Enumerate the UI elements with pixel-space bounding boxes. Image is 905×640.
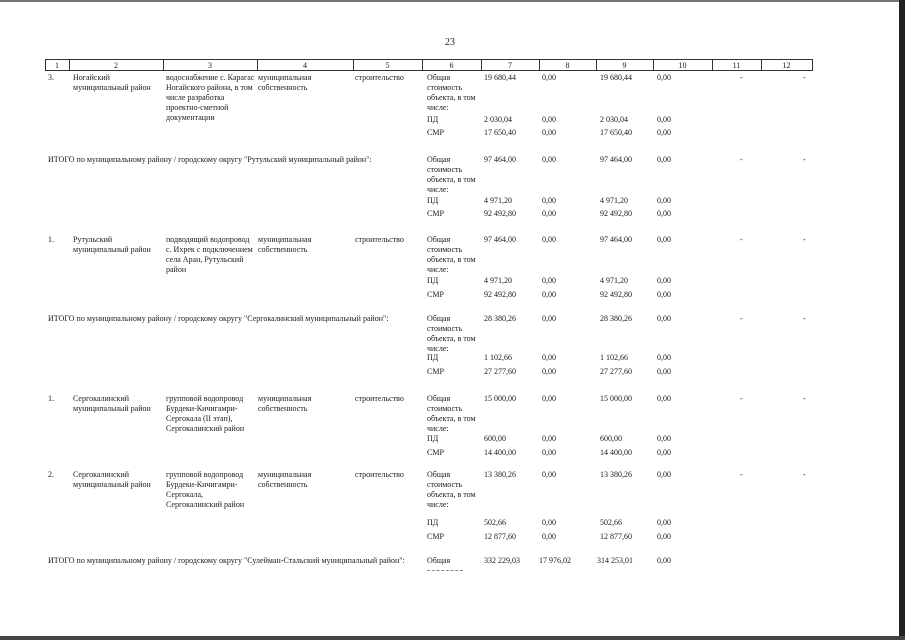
value: 14 400,00 (484, 448, 516, 457)
value: 12 877,60 (600, 532, 632, 541)
value: 0,00 (657, 448, 671, 457)
total-cost-label: Общая стоимость объекта, в том числе: (427, 470, 476, 509)
value: 0,00 (657, 235, 671, 244)
value: 2 030,04 (484, 115, 512, 124)
value: 97 464,00 (484, 155, 516, 164)
value: 28 380,26 (600, 314, 632, 323)
value: 0,00 (657, 196, 671, 205)
district-name: Сергокалинский муниципальный район (73, 394, 151, 413)
value: 0,00 (542, 155, 556, 164)
header-top-border (45, 59, 813, 60)
value: 0,00 (542, 434, 556, 443)
value: 12 877,60 (484, 532, 516, 541)
district-name: Рутульский муниципальный район (73, 235, 151, 254)
value: - (740, 470, 743, 479)
value: 0,00 (657, 518, 671, 527)
object-name: водоснабжение с. Карагас Ногайского района, в том числе разработка проектно-сметной документации (166, 73, 255, 122)
value: 600,00 (600, 434, 622, 443)
value: 0,00 (657, 394, 671, 403)
value: - (740, 73, 743, 82)
value: 0,00 (657, 532, 671, 541)
smr-label: СМР (427, 448, 444, 457)
smr-label: СМР (427, 209, 444, 218)
value: 92 492,80 (600, 209, 632, 218)
value: 0,00 (542, 290, 556, 299)
value: 0,00 (542, 532, 556, 541)
value: 502,66 (484, 518, 506, 527)
subtotal-label: ИТОГО по муниципальному району / городскому округу "Сулейман-Стальский муниципальный район": (48, 556, 405, 565)
value: 0,00 (657, 276, 671, 285)
value: 0,00 (657, 115, 671, 124)
header-cell: 7 (508, 61, 512, 70)
value: - (803, 314, 806, 323)
ownership: муниципальная собственность (258, 394, 312, 413)
value: 17 650,40 (600, 128, 632, 137)
work-type: строительство (355, 235, 404, 244)
value: 0,00 (542, 448, 556, 457)
value: 13 380,26 (484, 470, 516, 479)
value: 0,00 (542, 314, 556, 323)
value: 15 000,00 (600, 394, 632, 403)
pd-label: ПД (427, 196, 439, 205)
header-cell: 8 (565, 61, 570, 70)
value: 28 380,26 (484, 314, 516, 323)
value: 27 277,60 (484, 367, 516, 376)
value: - (740, 235, 743, 244)
value: 1 102,66 (600, 353, 628, 362)
header-cell: 1 (55, 61, 59, 70)
value: 13 380,26 (600, 470, 632, 479)
smr-label: СМР (427, 367, 444, 376)
ownership: муниципальная собственность (258, 235, 312, 254)
header-cell: 4 (303, 61, 307, 70)
value: 1 102,66 (484, 353, 512, 362)
value: - (803, 73, 806, 82)
header-cell: 2 (114, 61, 118, 70)
value: 0,00 (542, 209, 556, 218)
value: 0,00 (542, 518, 556, 527)
value: 0,00 (542, 196, 556, 205)
value: 0,00 (657, 556, 671, 565)
subtotal-label: ИТОГО по муниципальному району / городскому округу "Сергокалинский муниципальный район": (48, 314, 389, 323)
work-type: строительство (355, 394, 404, 403)
subtotal-label: ИТОГО по муниципальному району / городскому округу "Рутульский муниципальный район": (48, 155, 372, 164)
value: - (803, 394, 806, 403)
total-cost-label: Общая стоимость объекта, в том числе: (427, 394, 476, 433)
ownership: муниципальная собственность (258, 470, 312, 489)
value: 0,00 (542, 470, 556, 479)
cut-off-text (427, 570, 463, 573)
scan-edge-top (0, 0, 905, 2)
value: 14 400,00 (600, 448, 632, 457)
header-cell: 9 (622, 61, 627, 70)
value: 0,00 (657, 470, 671, 479)
value: 0,00 (542, 73, 556, 82)
scan-edge-right (899, 0, 905, 640)
page-number: 23 (445, 37, 455, 48)
total-cost-label: Общая стоимость объекта, в том числе: (427, 155, 476, 194)
value: 600,00 (484, 434, 506, 443)
pd-label: ПД (427, 518, 439, 527)
value: - (803, 470, 806, 479)
value: 92 492,80 (484, 290, 516, 299)
value: 0,00 (657, 73, 671, 82)
value: 15 000,00 (484, 394, 516, 403)
total-cost-label: Общая стоимость объекта, в том числе: (427, 314, 476, 353)
value: 27 277,60 (600, 367, 632, 376)
value: 4 971,20 (484, 196, 512, 205)
work-type: строительство (355, 470, 404, 479)
value: 0,00 (542, 128, 556, 137)
value: 0,00 (657, 367, 671, 376)
value: - (740, 314, 743, 323)
smr-label: СМР (427, 128, 444, 137)
pd-label: ПД (427, 434, 439, 443)
value: 17 650,40 (484, 128, 516, 137)
header-bottom-border (45, 70, 813, 71)
value: 17 976,02 (539, 556, 571, 565)
value: 97 464,00 (484, 235, 516, 244)
header-cell: 12 (782, 61, 791, 70)
value: 4 971,20 (484, 276, 512, 285)
value: 4 971,20 (600, 276, 628, 285)
value: 0,00 (542, 353, 556, 362)
value: 0,00 (542, 115, 556, 124)
value: 332 229,03 (484, 556, 520, 565)
object-name: групповой водопровод Бурдеки-Кичигамри-Сергокала (II этап), Сергокалинский район (166, 394, 245, 433)
value: 92 492,80 (484, 209, 516, 218)
pd-label: ПД (427, 353, 439, 362)
value: 0,00 (657, 353, 671, 362)
header-col-border (812, 59, 813, 71)
row-number: 2. (48, 470, 54, 479)
header-cell: 5 (385, 61, 390, 70)
total-cost-label: Общая стоимость объекта, в том числе: (427, 235, 476, 274)
value: 0,00 (657, 209, 671, 218)
object-name: подводящий водопровод с. Ихрек с подключением села Аран, Рутульский район (166, 235, 253, 274)
header-cell: 6 (449, 61, 454, 70)
value: 0,00 (542, 394, 556, 403)
value: 0,00 (657, 128, 671, 137)
row-number: 1. (48, 394, 54, 403)
value: - (803, 235, 806, 244)
row-number: 3. (48, 73, 54, 82)
object-name: групповой водопровод Бурдеки-Кичигамри-Сергокала, Сергокалинский район (166, 470, 245, 509)
value: 2 030,04 (600, 115, 628, 124)
value: 4 971,20 (600, 196, 628, 205)
value: 92 492,80 (600, 290, 632, 299)
value: 19 680,44 (484, 73, 516, 82)
value: 0,00 (542, 276, 556, 285)
value: 97 464,00 (600, 235, 632, 244)
value: 0,00 (542, 235, 556, 244)
value: 19 680,44 (600, 73, 632, 82)
header-cell: 10 (678, 61, 687, 70)
pd-label: ПД (427, 276, 439, 285)
row-number: 1. (48, 235, 54, 244)
scan-edge-bottom (0, 636, 905, 640)
value: 314 253,01 (597, 556, 633, 565)
value: - (740, 155, 743, 164)
value: 0,00 (657, 434, 671, 443)
ownership: муниципальная собственность (258, 73, 312, 92)
smr-label: СМР (427, 532, 444, 541)
header-cell: 11 (732, 61, 741, 70)
value: 0,00 (657, 155, 671, 164)
value: 0,00 (542, 367, 556, 376)
value: - (740, 394, 743, 403)
value: 502,66 (600, 518, 622, 527)
district-name: Ногайский муниципальный район (73, 73, 151, 92)
value: 0,00 (657, 314, 671, 323)
work-type: строительство (355, 73, 404, 82)
total-cost-label: Общая (427, 556, 451, 565)
header-cell: 3 (208, 61, 212, 70)
value: - (803, 155, 806, 164)
value: 0,00 (657, 290, 671, 299)
smr-label: СМР (427, 290, 444, 299)
value: 97 464,00 (600, 155, 632, 164)
district-name: Сергокалинский муниципальный район (73, 470, 151, 489)
total-cost-label: Общая стоимость объекта, в том числе: (427, 73, 476, 112)
pd-label: ПД (427, 115, 439, 124)
